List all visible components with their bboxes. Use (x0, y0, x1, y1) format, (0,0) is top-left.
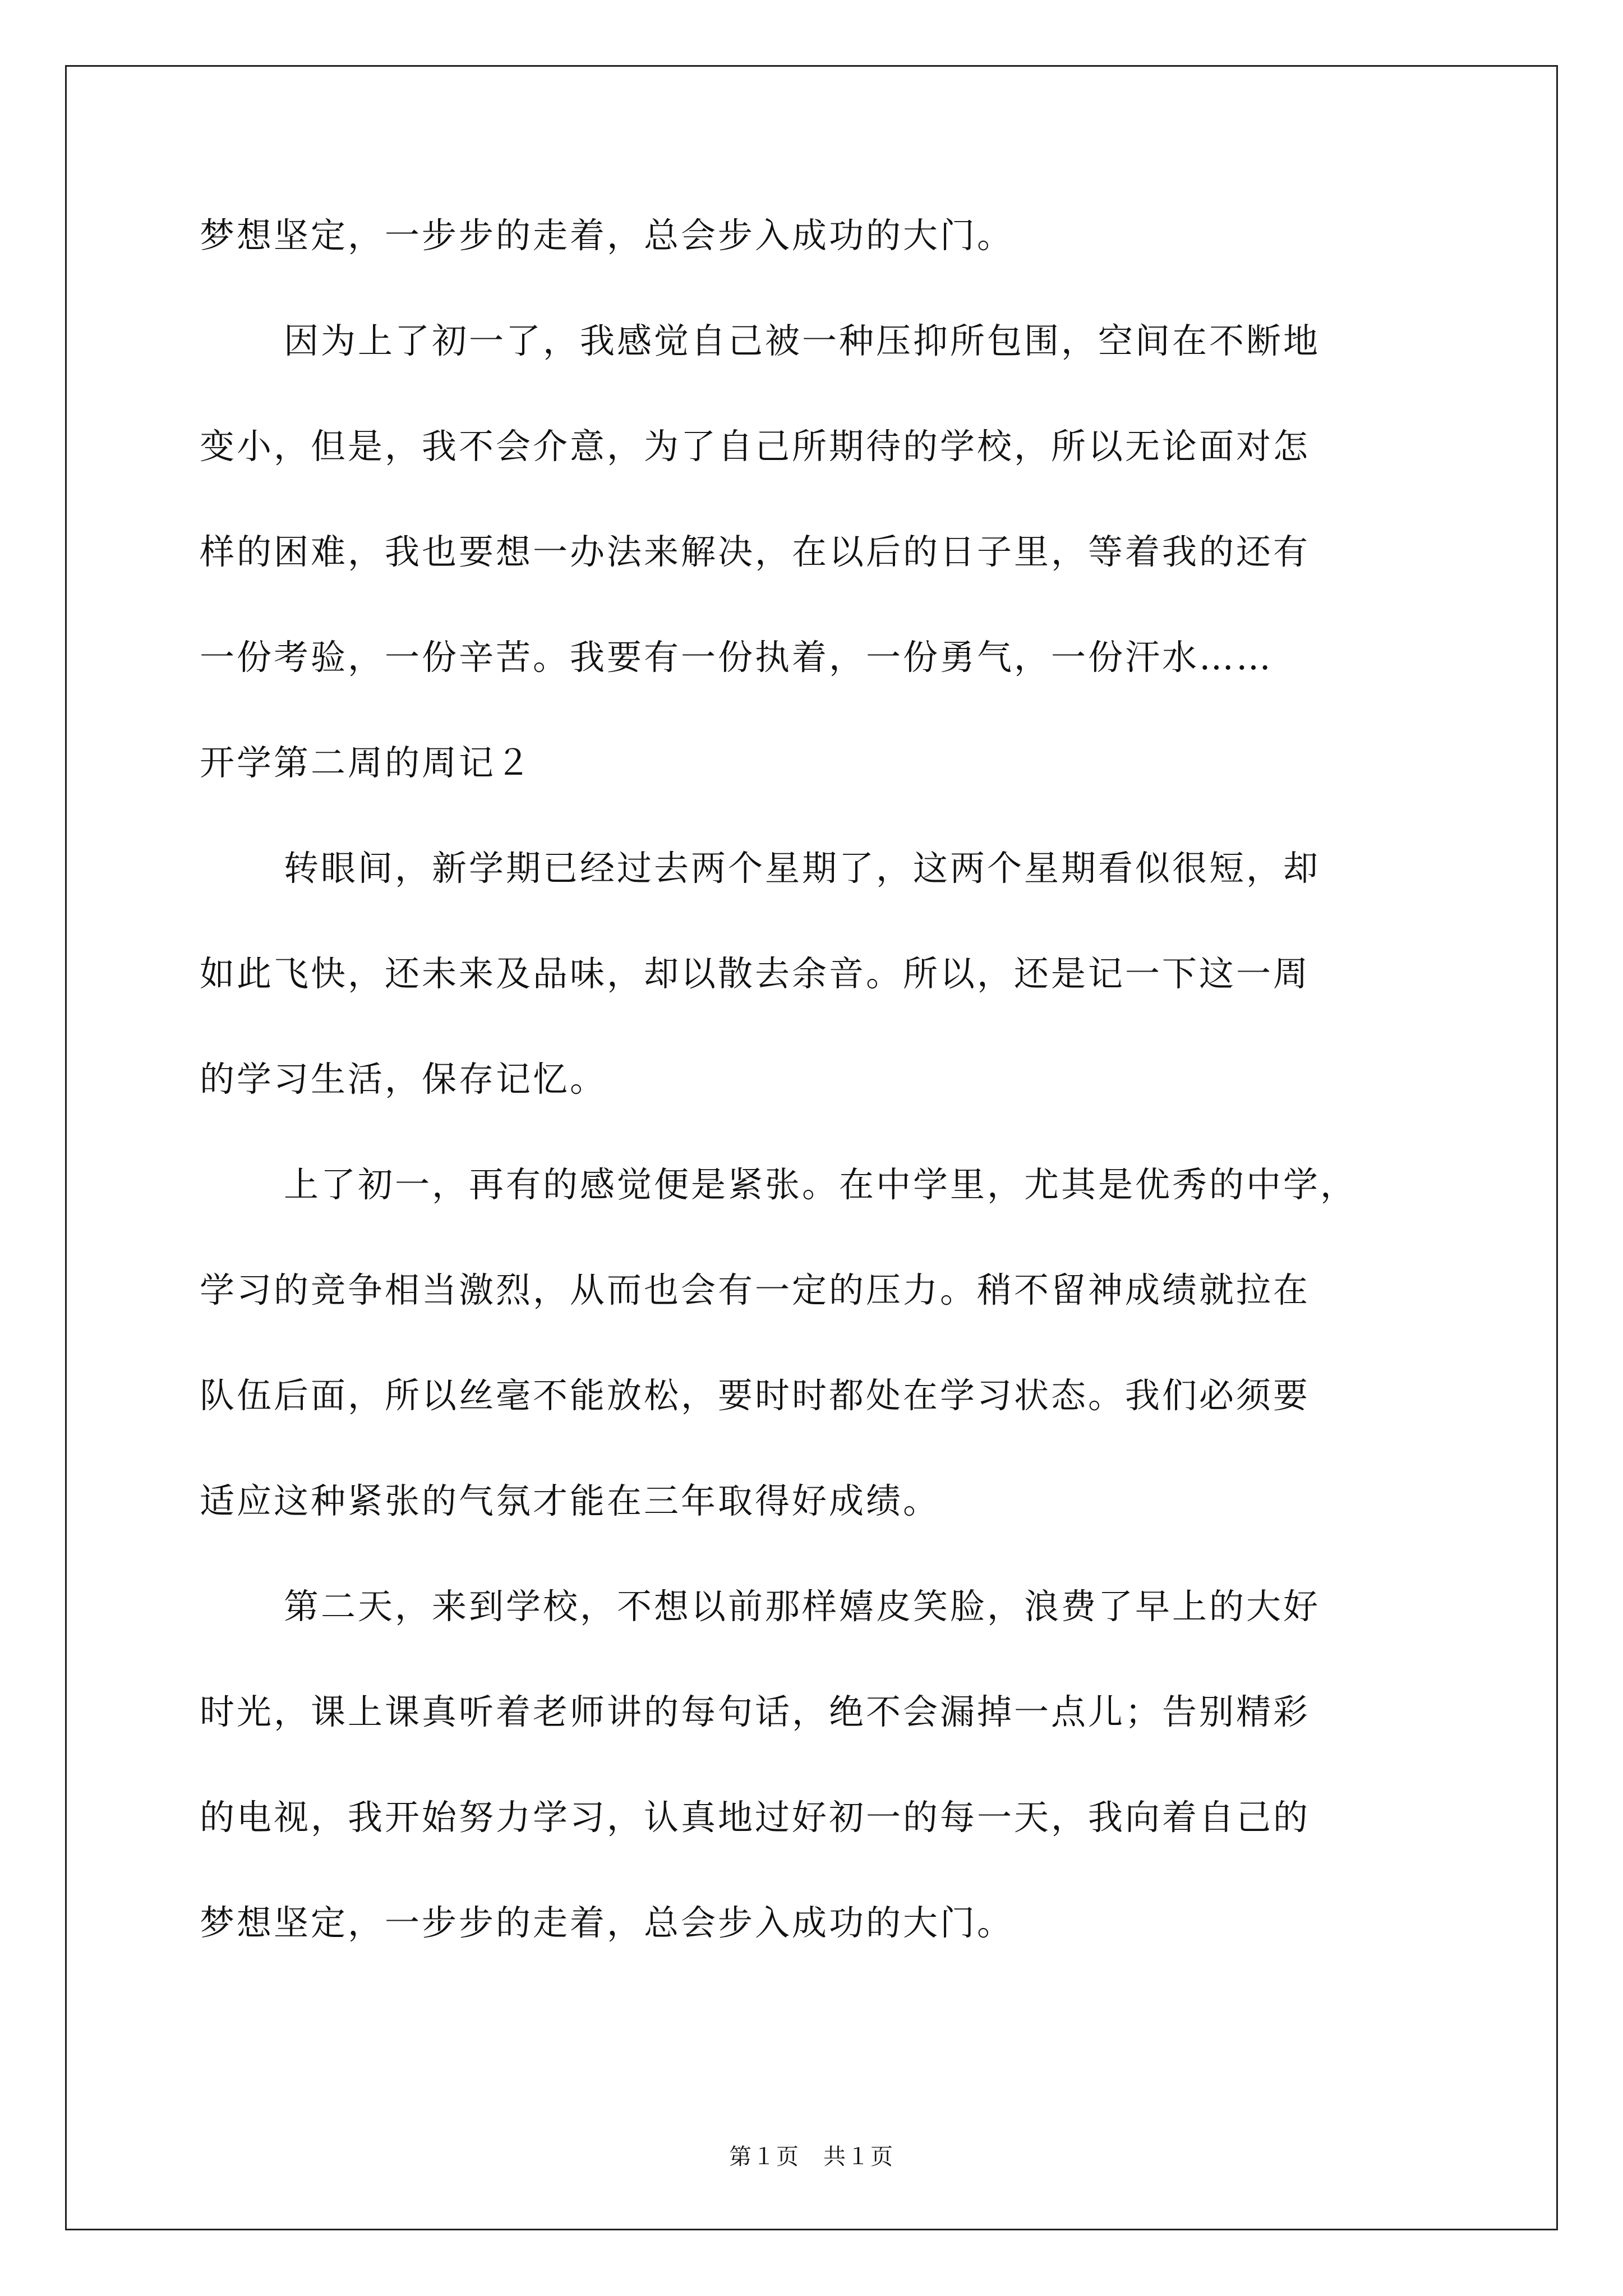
paragraph-line: 的电视，我开始努力学习，认真地过好初一的每一天，我向着自己的 (200, 1797, 1311, 1838)
paragraph-line: 的学习生活，保存记忆。 (200, 1059, 607, 1099)
paragraph-line: 一份考验，一份辛苦。我要有一份执着，一份勇气，一份汗水…… (200, 637, 1274, 678)
paragraph-line: 学习的竞争相当激烈，从而也会有一定的压力。稍不留神成绩就拉在 (200, 1269, 1311, 1310)
paragraph-line: 如此飞快，还未来及品味，却以散去余音。所以，还是记一下这一周 (200, 953, 1311, 994)
paragraph-line: 梦想坚定，一步步的走着，总会步入成功的大门。 (200, 215, 1015, 256)
paragraph-line: 时光，课上课真听着老师讲的每句话，绝不会漏掉一点儿；告别精彩 (200, 1691, 1311, 1732)
paragraph-line: 队伍后面，所以丝毫不能放松，要时时都处在学习状态。我们必须要 (200, 1375, 1311, 1416)
paragraph-line: 转眼间，新学期已经过去两个星期了，这两个星期看似很短，却 (284, 848, 1321, 889)
paragraph-line: 因为上了初一了，我感觉自己被一种压抑所包围，空间在不断地 (284, 320, 1321, 361)
paragraph-line: 变小，但是，我不会介意，为了自己所期待的学校，所以无论面对怎 (200, 426, 1311, 467)
paragraph-line: 上了初一，再有的感觉便是紧张。在中学里，尤其是优秀的中学， (284, 1164, 1358, 1205)
paragraph-line: 适应这种紧张的气氛才能在三年取得好成绩。 (200, 1480, 940, 1521)
page-number-footer: 第１页 共１页 (729, 2144, 894, 2170)
section-heading: 开学第二周的周记２ (200, 742, 533, 783)
paragraph-line: 第二天，来到学校，不想以前那样嬉皮笑脸，浪费了早上的大好 (284, 1586, 1321, 1627)
paragraph-line: 样的困难，我也要想一办法来解决，在以后的日子里，等着我的还有 (200, 531, 1311, 572)
paragraph-line: 梦想坚定，一步步的走着，总会步入成功的大门。 (200, 1902, 1015, 1943)
